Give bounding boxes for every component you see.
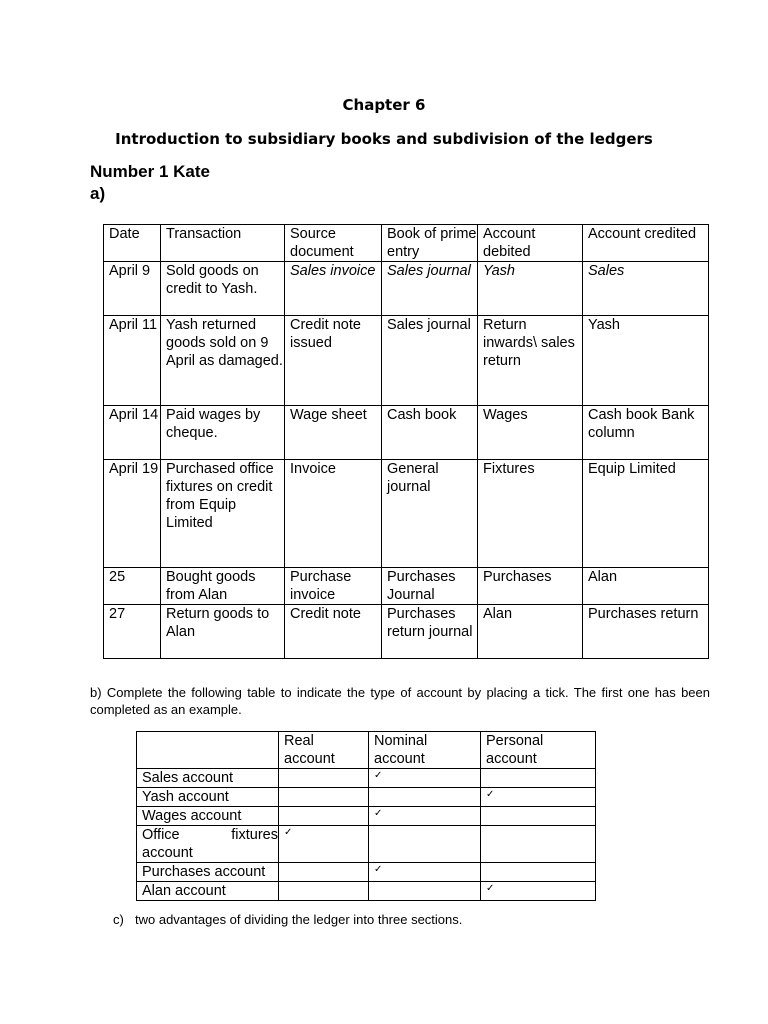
tick-cell [369,826,481,863]
table-cell: General journal [382,460,478,568]
tick-cell [279,788,369,807]
account-name: Purchases account [137,863,279,882]
table-row [137,807,596,826]
header-cell: Nominal account [369,732,481,769]
part-c [113,912,462,927]
table-cell: Paid wages by cheque. [161,406,285,460]
tick-cell: ✓ [369,769,481,788]
table-cell: Cash book [382,406,478,460]
table-cell: Alan [583,568,709,605]
table-cell: Sales [583,262,709,316]
table-cell: Wage sheet [285,406,382,460]
tick-cell [369,788,481,807]
account-name: Alan account [137,882,279,901]
section-title: Number 1 Kate [90,162,210,181]
table-cell: Purchased office fixtures on credit from Equip Limited [161,460,285,568]
header-cell: Account credited [583,225,709,262]
table-row [137,882,596,901]
tick-cell [279,807,369,826]
account-name: Yash account [137,788,279,807]
table-row [104,605,709,659]
tick-cell [279,769,369,788]
table-cell: Purchases Journal [382,568,478,605]
table-cell: Bought goods from Alan [161,568,285,605]
header-cell: Date [104,225,161,262]
part-c-text: two advantages of dividing the ledger into three sections. [135,912,463,927]
tick-cell [279,863,369,882]
table-cell: Fixtures [478,460,583,568]
table-cell: Purchases [478,568,583,605]
table-cell: Alan [478,605,583,659]
table-cell: Sales journal [382,316,478,406]
account-type-table [136,731,596,901]
table-cell: Cash book Bank column [583,406,709,460]
transactions-table [103,224,709,659]
account-name: Office fixtures account [137,826,279,863]
tick-cell: ✓ [369,863,481,882]
table-cell: 25 [104,568,161,605]
table-cell: April 19 [104,460,161,568]
tick-cell [481,863,596,882]
table-cell: Yash returned goods sold on 9 April as damaged. [161,316,285,406]
table-cell: Purchases return journal [382,605,478,659]
tick-cell: ✓ [369,807,481,826]
table-cell: Yash [583,316,709,406]
tick-cell: ✓ [279,826,369,863]
table-cell: Return inwards\ sales return [478,316,583,406]
table-row [137,788,596,807]
table-cell: Invoice [285,460,382,568]
part-a-label: a) [90,184,106,203]
table-cell: Sales invoice [285,262,382,316]
tick-cell [481,807,596,826]
header-cell: Personal account [481,732,596,769]
table-cell: April 11 [104,316,161,406]
table-cell: Sold goods on credit to Yash. [161,262,285,316]
table-cell: April 9 [104,262,161,316]
table-cell: April 14 [104,406,161,460]
header-cell: Book of prime entry [382,225,478,262]
table-cell: Return goods to Alan [161,605,285,659]
header-cell: Source document [285,225,382,262]
tick-cell: ✓ [481,788,596,807]
part-b-instructions: b) Complete the following table to indicate the type of account by placing a tick. The first one has been completed as an example. [90,685,710,717]
table-row [137,826,596,863]
header-cell: Transaction [161,225,285,262]
table-cell: Sales journal [382,262,478,316]
table-row [137,863,596,882]
table-cell: Equip Limited [583,460,709,568]
account-name: Wages account [137,807,279,826]
table-row [104,568,709,605]
table-cell: 27 [104,605,161,659]
part-c-label: c) [113,912,124,927]
table-row [104,316,709,406]
table-cell: Wages [478,406,583,460]
table-row [104,262,709,316]
tick-cell [369,882,481,901]
table-cell: Yash [478,262,583,316]
table-row [137,769,596,788]
chapter-title: Chapter 6 [342,96,426,114]
table-cell: Credit note issued [285,316,382,406]
account-name: Sales account [137,769,279,788]
table-cell: Credit note [285,605,382,659]
header-cell: Account debited [478,225,583,262]
tick-cell: ✓ [481,882,596,901]
table-cell: Purchases return [583,605,709,659]
table-row [104,460,709,568]
tick-cell [279,882,369,901]
chapter-subtitle: Introduction to subsidiary books and subdivision of the ledgers [115,130,653,148]
header-cell: Real account [279,732,369,769]
tick-cell [481,826,596,863]
table-header-row [137,732,596,769]
tick-cell [481,769,596,788]
table-cell: Purchase invoice [285,568,382,605]
table-row [104,406,709,460]
header-cell [137,732,279,769]
table-header-row [104,225,709,262]
